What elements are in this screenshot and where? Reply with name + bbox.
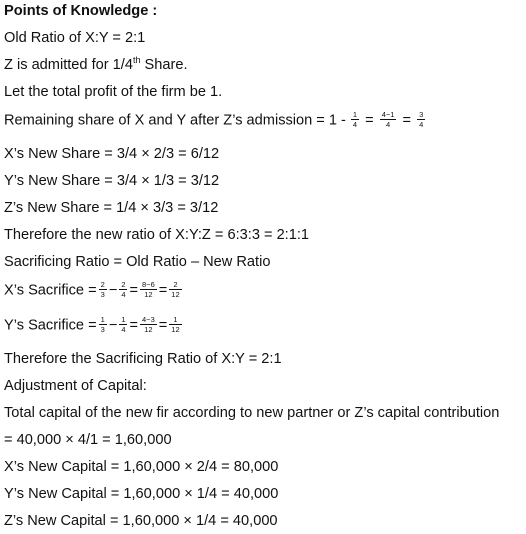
fraction-denominator: 4 bbox=[121, 325, 126, 334]
fraction bbox=[140, 315, 157, 334]
sacrificing-ratio-line: Therefore the Sacrificing Ratio of X:Y = 2:1 bbox=[4, 351, 282, 367]
fraction bbox=[380, 110, 397, 129]
minus-sign: − bbox=[108, 317, 118, 334]
x-new-share-line: X’s New Share = 3/4 × 2/3 = 6/12 bbox=[4, 146, 220, 162]
admission-text: Z is admitted for 1/4 bbox=[4, 57, 133, 73]
old-ratio-line: Old Ratio of X:Y = 2:1 bbox=[4, 30, 146, 46]
fraction-numerator: 8−6 bbox=[142, 280, 155, 289]
page-title: Points of Knowledge : bbox=[4, 3, 158, 19]
fraction bbox=[169, 280, 181, 299]
z-new-capital-line: Z’s New Capital = 1,60,000 × 1/4 = 40,000 bbox=[4, 513, 278, 529]
y-sacrifice-line bbox=[4, 316, 184, 335]
equals-sign: = bbox=[402, 112, 412, 129]
adjustment-heading: Adjustment of Capital: bbox=[4, 378, 147, 394]
fraction-denominator: 4 bbox=[352, 120, 358, 129]
y-new-share-line: Y’s New Share = 3/4 × 1/3 = 3/12 bbox=[4, 173, 220, 189]
y-sacrifice-label: Y’s Sacrifice = bbox=[4, 317, 97, 334]
fraction bbox=[119, 280, 127, 299]
fraction-numerator: 2 bbox=[100, 280, 105, 289]
x-new-capital-line: X’s New Capital = 1,60,000 × 2/4 = 80,000 bbox=[4, 459, 279, 475]
equals-sign: = bbox=[129, 282, 139, 299]
fraction bbox=[169, 315, 181, 334]
fraction bbox=[417, 110, 425, 129]
new-ratio-line: Therefore the new ratio of X:Y:Z = 6:3:3 = 2:1:1 bbox=[4, 227, 310, 243]
admission-tail: Share. bbox=[140, 57, 188, 73]
x-sacrifice-label: X’s Sacrifice = bbox=[4, 282, 97, 299]
equals-sign: = bbox=[158, 282, 168, 299]
total-capital-calc-line: = 40,000 × 4/1 = 1,60,000 bbox=[4, 432, 172, 448]
fraction-denominator: 12 bbox=[171, 290, 180, 299]
fraction-numerator: 2 bbox=[121, 280, 126, 289]
fraction-numerator: 4−3 bbox=[142, 315, 155, 324]
remaining-share-line bbox=[4, 111, 427, 130]
fraction bbox=[140, 280, 157, 299]
fraction-denominator: 4 bbox=[419, 120, 424, 129]
z-new-share-line: Z’s New Share = 1/4 × 3/3 = 3/12 bbox=[4, 200, 219, 216]
equals-sign: = bbox=[158, 317, 168, 334]
total-profit-line: Let the total profit of the firm be 1. bbox=[4, 84, 223, 100]
fraction-denominator: 4 bbox=[386, 120, 391, 129]
sacrificing-formula-line: Sacrificing Ratio = Old Ratio – New Ratio bbox=[4, 254, 271, 270]
fraction-denominator: 12 bbox=[144, 290, 153, 299]
fraction-denominator: 12 bbox=[171, 325, 180, 334]
fraction-denominator: 3 bbox=[100, 325, 105, 334]
fraction-numerator: 4−1 bbox=[381, 110, 395, 119]
fraction-denominator: 4 bbox=[121, 290, 126, 299]
fraction bbox=[119, 315, 127, 334]
fraction-denominator: 3 bbox=[100, 290, 105, 299]
admission-line bbox=[4, 56, 188, 74]
fraction-numerator: 2 bbox=[169, 280, 181, 290]
x-sacrifice-line bbox=[4, 281, 184, 300]
remaining-share-text: Remaining share of X and Y after Z’s admission = 1 - bbox=[4, 112, 346, 129]
fraction-numerator: 1 bbox=[169, 315, 181, 325]
minus-sign: − bbox=[108, 282, 118, 299]
fraction-numerator: 3 bbox=[419, 110, 424, 119]
fraction-numerator: 1 bbox=[121, 315, 126, 324]
equals-sign: = bbox=[365, 112, 374, 129]
fraction-numerator: 1 bbox=[352, 110, 358, 119]
admission-superscript: th bbox=[132, 55, 141, 65]
total-capital-line: Total capital of the new fir according to new partner or Z’s capital contribution bbox=[4, 405, 500, 421]
fraction bbox=[351, 110, 359, 129]
fraction-numerator: 1 bbox=[100, 315, 105, 324]
y-new-capital-line: Y’s New Capital = 1,60,000 × 1/4 = 40,000 bbox=[4, 486, 279, 502]
fraction bbox=[99, 280, 107, 299]
fraction bbox=[99, 315, 107, 334]
equals-sign: = bbox=[129, 317, 139, 334]
fraction-denominator: 12 bbox=[144, 325, 153, 334]
